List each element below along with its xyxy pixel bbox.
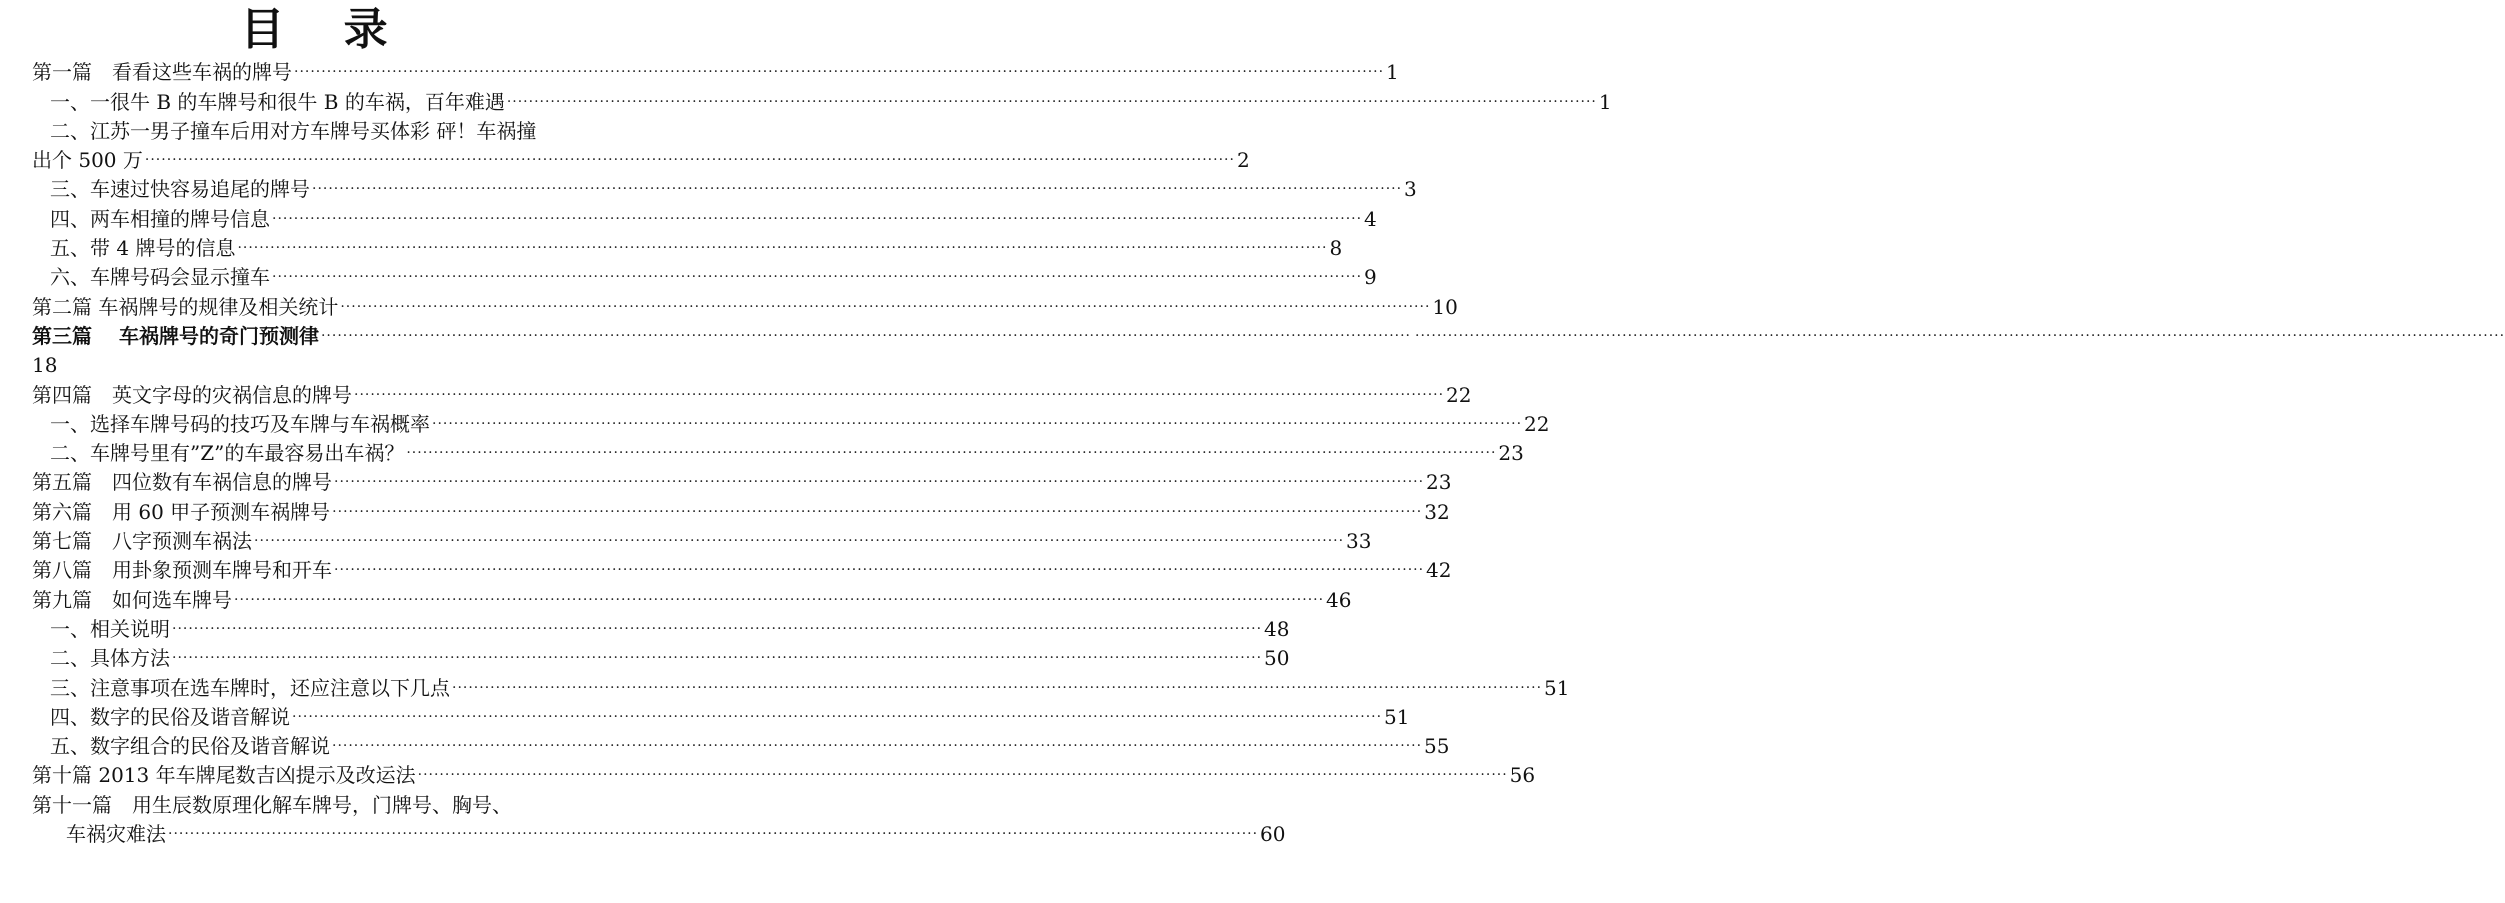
toc-entry-title: 三、车速过快容易追尾的牌号 <box>50 177 310 202</box>
toc-entry-title: 第二篇 车祸牌号的规律及相关统计 <box>32 294 339 319</box>
dot-leader: ········································································································································································································ <box>432 415 1523 432</box>
toc-entry-title: 第八篇 用卦象预测车牌号和开车 <box>32 558 332 583</box>
toc-entry <box>0 703 1410 732</box>
toc-entry-page: 42 <box>1426 558 1452 583</box>
toc-entry-title: 四、数字的民俗及谐音解说 <box>50 704 290 729</box>
dot-leader: ········································································································································································································ <box>1415 327 2505 344</box>
toc-entry-title: 二、具体方法 <box>50 646 170 671</box>
dot-leader: ········································································································································································································ <box>334 474 1425 491</box>
toc-entry-page: 3 <box>1404 177 1417 202</box>
dot-leader: ········································································································································································································ <box>312 181 1403 198</box>
toc-entry-page: 51 <box>1384 704 1410 729</box>
toc-entry-page: 60 <box>1260 822 1286 847</box>
toc-entry-page: 33 <box>1346 529 1372 554</box>
dot-leader: ········································································································································································································ <box>354 386 1445 403</box>
toc-entry <box>0 58 1399 87</box>
toc-entry <box>0 644 1290 673</box>
toc-entry-title: 一、选择车牌号码的技巧及车牌与车祸概率 <box>50 411 430 436</box>
toc-entry-title: 出个 500 万 <box>32 148 143 173</box>
toc-entry-page: 32 <box>1424 499 1450 524</box>
toc-entry <box>0 204 1377 233</box>
dot-leader: ········································································································································································································ <box>332 503 1423 520</box>
dot-leader: ········································································································································································································ <box>452 679 1543 696</box>
toc-entry-title: 车祸灾难法 <box>66 822 166 847</box>
toc-entry <box>0 234 1343 263</box>
toc-entry <box>0 527 1372 556</box>
toc-entry-page: 50 <box>1264 646 1290 671</box>
toc-entry <box>0 322 2505 351</box>
toc-entry <box>0 87 1612 116</box>
toc-entry-page: 22 <box>1524 411 1550 436</box>
toc-entry-title: 第十一篇 用生辰数原理化解车牌号，门牌号、胸号、 <box>32 792 512 817</box>
dot-leader: ········································································································································································································ <box>294 64 1385 81</box>
toc-entry <box>0 497 1450 526</box>
toc-entry <box>0 820 1286 849</box>
toc-entry-title: 二、江苏一男子撞车后用对方车牌号买体彩 砰！车祸撞 <box>50 118 537 143</box>
dot-leader: ········································································································································································································ <box>292 708 1383 725</box>
toc-entry-title: 第七篇 八字预测车祸法 <box>32 529 252 554</box>
dot-leader: ········································································································································································································ <box>237 240 1328 257</box>
toc-entry-page: 9 <box>1364 265 1377 290</box>
toc-entry-title: 第九篇 如何选车牌号 <box>32 587 232 612</box>
toc-entry-title: 一、相关说明 <box>50 616 170 641</box>
dot-leader: ········································································································································································································ <box>272 210 1363 227</box>
toc-entry-title: 一、一很牛 B 的车牌号和很牛 B 的车祸，百年难遇 <box>50 89 505 114</box>
toc-entry <box>0 732 1450 761</box>
toc-entry-page: 1 <box>1386 60 1399 85</box>
toc-entry-page: 4 <box>1364 206 1377 231</box>
toc-entry <box>0 380 1472 409</box>
toc-entry-page: 10 <box>1432 294 1458 319</box>
toc-entry-title: 第六篇 用 60 甲子预测车祸牌号 <box>32 499 331 524</box>
dot-leader: ········································································································································································································ <box>320 327 1412 344</box>
dot-leader: ········································································································································································································ <box>168 826 1259 843</box>
toc-entry-page: 55 <box>1424 734 1450 759</box>
toc-entry <box>0 439 1524 468</box>
dot-leader: ········································································································································································································ <box>332 738 1423 755</box>
dot-leader: ········································································································································································································ <box>254 533 1345 550</box>
toc-entry-page: 56 <box>1509 763 1536 788</box>
toc-entry <box>0 351 640 380</box>
toc-entry <box>0 790 640 819</box>
dot-leader: ········································································································································································································ <box>417 767 1508 784</box>
toc-entry-title: 五、带 4 牌号的信息 <box>50 236 236 261</box>
toc-entry <box>0 175 1417 204</box>
toc-list <box>0 58 2505 849</box>
dot-leader: ········································································································································································································ <box>144 152 1235 169</box>
toc-entry-title: 六、车牌号码会显示撞车 <box>50 265 270 290</box>
toc-entry <box>0 615 1290 644</box>
toc-entry <box>0 761 1536 790</box>
toc-entry-page: 46 <box>1326 587 1352 612</box>
dot-leader: ········································································································································································································ <box>334 562 1425 579</box>
toc-entry-title: 五、数字组合的民俗及谐音解说 <box>50 734 330 759</box>
toc-entry-title: 第四篇 英文字母的灾祸信息的牌号 <box>32 382 352 407</box>
toc-entry <box>0 468 1452 497</box>
dot-leader: ········································································································································································································ <box>272 269 1363 286</box>
toc-entry-page: 48 <box>1264 616 1290 641</box>
dot-leader: ········································································································································································································ <box>406 445 1497 462</box>
toc-entry-title: 四、两车相撞的牌号信息 <box>50 206 270 231</box>
toc-entry-page: 22 <box>1446 382 1472 407</box>
toc-entry-title: 三、注意事项在选车牌时，还应注意以下几点 <box>50 675 450 700</box>
toc-entry-title: 18 <box>32 353 58 378</box>
toc-entry <box>0 117 640 146</box>
toc-entry-page: 2 <box>1236 148 1250 173</box>
toc-entry-page: 51 <box>1544 675 1570 700</box>
toc-entry <box>0 146 1250 175</box>
toc-entry <box>0 410 1550 439</box>
toc-title: 目 录 <box>240 4 410 55</box>
toc-entry-page: 23 <box>1498 441 1524 466</box>
dot-leader: ········································································································································································································ <box>172 620 1263 637</box>
toc-entry-title: 第十篇 2013 年车牌尾数吉凶提示及改运法 <box>32 763 416 788</box>
toc-entry-page: 1 <box>1598 89 1612 114</box>
toc-entry-title: 第一篇 看看这些车祸的牌号 <box>32 60 292 85</box>
dot-leader: ········································································································································································································ <box>172 650 1263 667</box>
toc-entry-title: 二、车牌号里有”Z”的车最容易出车祸？ <box>50 441 405 466</box>
toc-entry <box>0 673 1570 702</box>
toc-entry-title: 第三篇 车祸牌号的奇门预测律 <box>32 323 319 348</box>
toc-entry <box>0 292 1458 321</box>
toc-entry <box>0 263 1377 292</box>
dot-leader: ········································································································································································································ <box>234 591 1325 608</box>
toc-entry-page: 23 <box>1426 470 1452 495</box>
dot-leader: ········································································································································································································ <box>340 298 1431 315</box>
toc-entry-title: 第五篇 四位数有车祸信息的牌号 <box>32 470 332 495</box>
dot-leader: ········································································································································································································ <box>506 93 1597 110</box>
toc-entry-page: 8 <box>1329 236 1343 261</box>
toc-entry <box>0 556 1452 585</box>
toc-entry <box>0 585 1352 614</box>
